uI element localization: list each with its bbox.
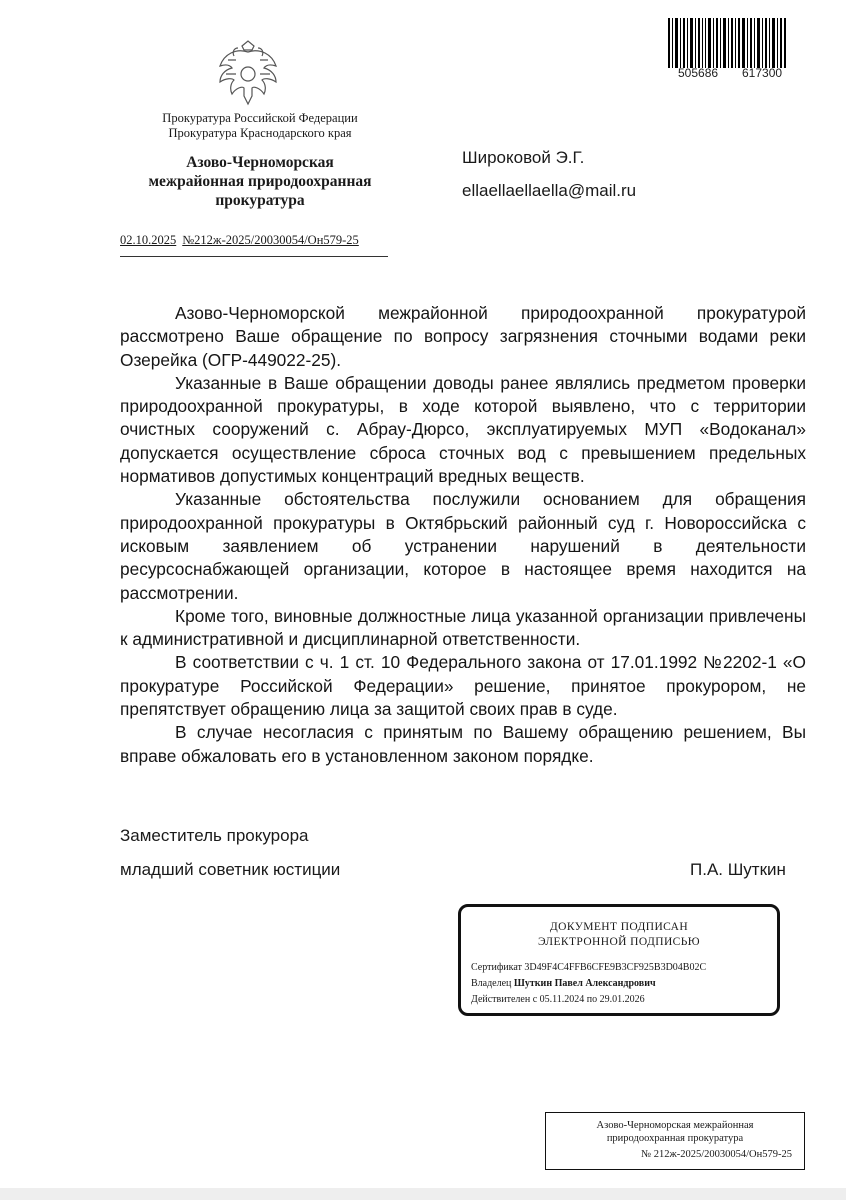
- regbox-line1: Азово-Черноморская межрайонная: [596, 1120, 754, 1131]
- stamp-valid-to: 29.01.2026: [599, 994, 645, 1005]
- org-line-1: Прокуратура Российской Федерации: [162, 111, 358, 125]
- registration-date: 02.10.2025: [120, 233, 177, 247]
- paragraph-5: В соответствии с ч. 1 ст. 10 Федерального закона от 17.01.1992 №2202-1 «О прокуратуре Российской Федерации» решение, принятое прокурором, не препятствует обращению лица за защитой своих прав в суде.: [120, 652, 806, 720]
- registration-box: [545, 1112, 805, 1170]
- sender-org-name-line2: межрайонная природоохранная: [148, 173, 372, 190]
- regbox-number: № 212ж-2025/20030054/Он579-25: [641, 1149, 792, 1160]
- addressee-email: ellaellaellaella@mail.ru: [462, 181, 637, 200]
- sender-org-name: [110, 153, 410, 210]
- stamp-valid-label: Действителен с: [471, 994, 538, 1005]
- stamp-valid-from: 05.11.2024: [539, 994, 585, 1005]
- electronic-signature-stamp: [458, 904, 780, 1016]
- barcode-number-right: 617300: [742, 66, 783, 80]
- letter-body: [120, 302, 806, 768]
- page-bottom-edge: [0, 1188, 846, 1200]
- sender-org-name-line3: прокуратура: [215, 192, 305, 209]
- paragraph-4: Кроме того, виновные должностные лица указанной организации привлечены к административной и дисциплинарной ответственности.: [120, 605, 806, 650]
- signer-name: П.А. Шуткин: [690, 860, 786, 879]
- signer-position: Заместитель прокурора: [120, 826, 309, 845]
- stamp-owner-label: Владелец: [471, 978, 512, 989]
- registration-line: [120, 233, 359, 248]
- paragraph-3: Указанные обстоятельства послужили основанием для обращения природоохранной прокуратуры в Октябрьский районный суд г. Новороссийска с исковым заявлением об устранении нарушений в деятельности ресурсоснабжающей организации, которое в настоящее время находится на рассмотрении.: [120, 489, 806, 603]
- stamp-certificate: [471, 962, 706, 973]
- stamp-owner-value: Шуткин Павел Александрович: [513, 978, 656, 989]
- stamp-valid-to-label: по: [586, 994, 598, 1005]
- stamp-cert-value: 3D49F4C4FFB6CFE9B3CF925B3D04B02C: [524, 962, 707, 973]
- registration-number: №212ж-2025/20030054/Он579-25: [182, 233, 359, 247]
- addressee-name: Широковой Э.Г.: [462, 148, 585, 167]
- paragraph-2: Указанные в Ваше обращении доводы ранее являлись предметом проверки природоохранной прокуратуры, в ходе которой выявлено, что с территории очистных сооружений с. Абрау-Дюрсо, эксплуатируемых МУП «Водоканал» допускается осуществление сброса сточных вод с превышением предельных нормативов допустимых концентраций вредных веществ.: [120, 372, 806, 487]
- registration-underline: [120, 250, 388, 257]
- regbox-line2: природоохранная прокуратура: [606, 1133, 744, 1144]
- stamp-title-line2: ЭЛЕКТРОННОЙ ПОДПИСЬЮ: [538, 936, 700, 948]
- stamp-title-line1: ДОКУМЕНТ ПОДПИСАН: [549, 921, 689, 933]
- barcode-number-left: 505686: [678, 66, 719, 80]
- paragraph-1: Азово-Черноморской межрайонной природоохранной прокуратурой рассмотрено Ваше обращение по вопросу загрязнения сточными водами реки Озерейка (ОГР-449022-25).: [120, 303, 806, 370]
- paragraph-6: В случае несогласия с принятым по Вашему обращению решением, Вы вправе обжаловать его в установленном законом порядке.: [120, 722, 806, 766]
- barcode: [668, 18, 786, 68]
- stamp-validity: [471, 994, 645, 1005]
- coat-of-arms-emblem: [214, 38, 282, 110]
- signer-rank: младший советник юстиции: [120, 860, 341, 879]
- stamp-owner: [471, 978, 656, 989]
- sender-org-name-line1: Азово-Черноморская: [186, 154, 334, 171]
- stamp-cert-label: Сертификат: [471, 962, 522, 973]
- org-line-2: Прокуратура Краснодарского края: [168, 126, 352, 140]
